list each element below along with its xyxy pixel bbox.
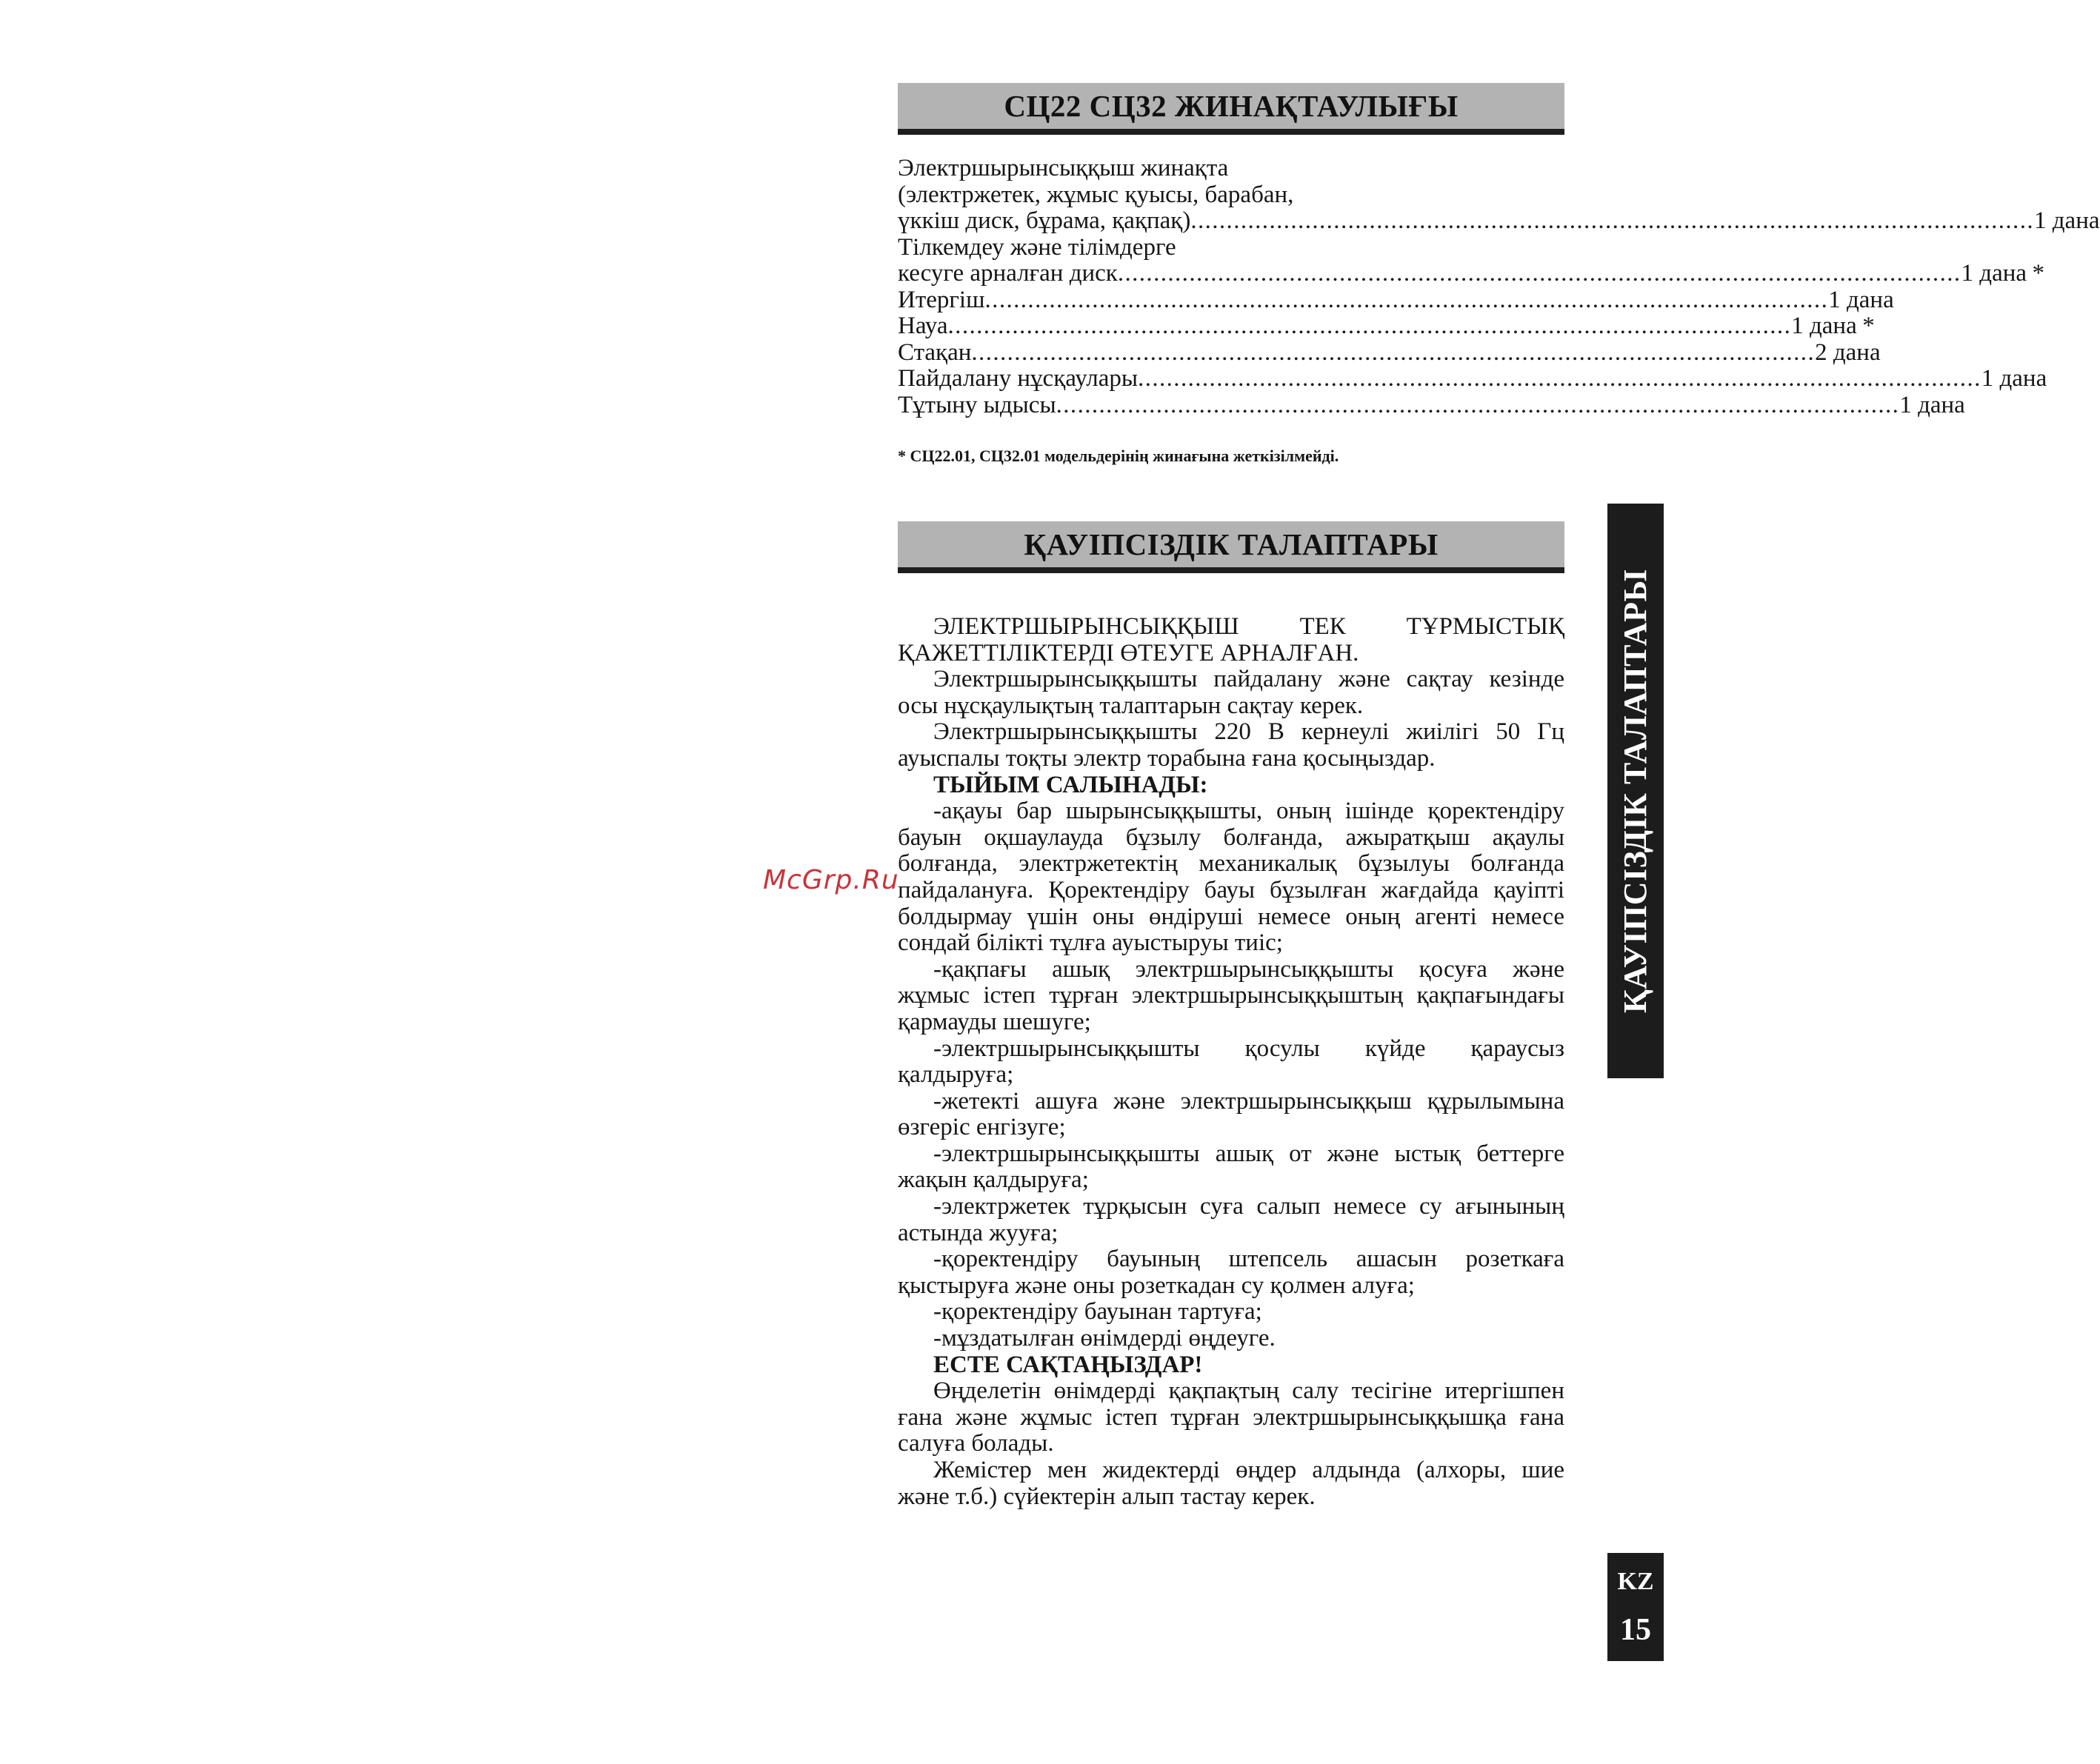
paragraph: Өңделетін өнімдерді қақпақтың салу тесігіне итергішпен ғана және жұмыс істеп тұрған электршырынсыққышқа ғана салуға болады. xyxy=(898,1377,1564,1457)
watermark: McGrp.Ru xyxy=(763,865,899,895)
kit-line: Электршырынсыққыш жинақта xyxy=(898,155,1229,181)
paragraph: -электршырынсыққышты ашық от және ыстық беттерге жақын қалдыруға; xyxy=(898,1140,1564,1194)
kit-list xyxy=(898,155,2100,418)
kit-item-name: үккіш диск, бұрама, қақпақ) xyxy=(898,207,1191,234)
kit-item-name: кесуге арналған диск xyxy=(898,260,1118,287)
side-section-tab xyxy=(1607,504,1664,1078)
kit-item-qty: 1 дана xyxy=(1961,260,2027,287)
kit-item-star: * xyxy=(1862,313,1875,339)
kit-section-header xyxy=(898,83,1564,135)
paragraph: -жетекті ашуға және электршырынсыққыш құрылымына өзгеріс енгізуге; xyxy=(898,1087,1564,1141)
kit-item-name: Пайдалану нұсқаулары xyxy=(898,365,1139,392)
kit-item xyxy=(898,391,1965,419)
dot-leader: ...................................................................................................................... xyxy=(1056,391,1900,418)
paragraph: -электржетек тұрқысын суға салып немесе су ағынының астында жууға; xyxy=(898,1193,1564,1246)
safety-text xyxy=(898,614,1564,1510)
safety-section-header xyxy=(898,521,1564,573)
paragraph: Электршырынсыққышты 220 В кернеулі жиілігі 50 Гц ауыспалы тоқты электр торабына ғана қосыңыздар. xyxy=(898,718,1564,772)
dot-leader: ...................................................................................................................... xyxy=(1190,207,2035,234)
paragraph: Электршырынсыққышты пайдалану және сақтау кезінде осы нұсқаулықтың талаптарын сақтау керек. xyxy=(898,666,1564,719)
kit-line: (электржетек, жұмыс қуысы, барабан, xyxy=(898,181,1294,208)
page-column xyxy=(898,83,2100,1510)
kit-footnote: * СЦ22.01, СЦ32.01 модельдерінің жинағына жеткізілмейді. xyxy=(898,447,1339,465)
kit-item-name: Стақан xyxy=(898,338,972,366)
kit-line: Тілкемдеу және тілімдерге xyxy=(898,233,1176,261)
kit-item xyxy=(898,260,2045,287)
kit-item-qty: 1 дана xyxy=(1828,286,1894,313)
kit-item-qty: 1 дана xyxy=(1981,365,2047,392)
paragraph: Жемістер мен жидектерді өңдер алдында (алхоры, шие және т.б.) сүйектерін алып тастау керек. xyxy=(898,1457,1564,1510)
kit-item-name: Итергіш xyxy=(898,286,985,313)
kit-item-star: * xyxy=(2032,260,2045,287)
paragraph: -мұздатылған өнімдерді өңдеуге. xyxy=(933,1325,1276,1352)
paragraph: -қақпағы ашық электршырынсыққышты қосуға және жұмыс істеп тұрған электршырынсыққыштың қақпағындағы қармауды шешуге; xyxy=(898,955,1564,1035)
kit-item-qty: 1 дана xyxy=(2034,207,2100,234)
language-code: KZ xyxy=(1617,1568,1654,1595)
kit-item xyxy=(898,207,2100,235)
kit-item xyxy=(898,313,1875,340)
dot-leader: ...................................................................................................................... xyxy=(984,286,1829,313)
dot-leader: ...................................................................................................................... xyxy=(1138,365,1981,392)
safety-section-title: ҚАУІПСІЗДІК ТАЛАПТАРЫ xyxy=(1024,527,1439,561)
prohibited-heading: ТЫЙЫМ САЛЫНАДЫ: xyxy=(933,771,1208,798)
paragraph: -қоректендіру бауының штепсель ашасын розеткаға қыстыруға және оны розеткадан су қолмен алуға; xyxy=(898,1246,1564,1299)
dot-leader: ...................................................................................................................... xyxy=(1117,260,1961,287)
side-tab-label: ҚАУІПСІЗДІК ТАЛАПТАРЫ xyxy=(1617,569,1654,1013)
kit-item-qty: 1 дана xyxy=(1791,313,1857,339)
page-number-box xyxy=(1607,1553,1664,1661)
page-number: 15 xyxy=(1620,1613,1651,1647)
kit-item xyxy=(898,286,1894,314)
kit-item-name: Тұтыну ыдысы xyxy=(898,391,1056,418)
paragraph: -қоректендіру бауынан тартуға; xyxy=(933,1298,1262,1326)
kit-item-name: Науа xyxy=(898,313,948,339)
remember-heading: ЕСТЕ САҚТАҢЫЗДАР! xyxy=(933,1351,1203,1378)
kit-item-qty: 2 дана xyxy=(1815,338,1881,366)
kit-item xyxy=(898,365,2047,392)
dot-leader: ...................................................................................................................... xyxy=(947,313,1792,339)
kit-item-qty: 1 дана xyxy=(1899,391,1965,418)
paragraph: -электршырынсыққышты қосулы күйде қараусыз қалдыруға; xyxy=(898,1035,1564,1089)
paragraph: ЭЛЕКТРШЫРЫНСЫҚҚЫШ ТЕК ТҰРМЫСТЫҚ ҚАЖЕТТІЛІКТЕРДІ ӨТЕУГЕ АРНАЛҒАН. xyxy=(898,613,1564,666)
kit-item xyxy=(898,338,1881,367)
dot-leader: ...................................................................................................................... xyxy=(971,338,1816,366)
kit-section-title: СЦ22 СЦ32 ЖИНАҚТАУЛЫҒЫ xyxy=(1004,89,1459,123)
paragraph: -ақауы бар шырынсыққышты, оның ішінде қоректендіру бауын оқшаулауда бұзылу болғанда, ажыратқыш ақаулы болғанда, электржетектің механикалық бұзылуы болғанда пайдалануға. Қоректендіру бауы бұзылған жағдайда қауіпті болдырмау үшін оны өндіруші немесе оның агенті немесе сондай білікті тұлға ауыстыруы тиіс; xyxy=(898,798,1564,957)
